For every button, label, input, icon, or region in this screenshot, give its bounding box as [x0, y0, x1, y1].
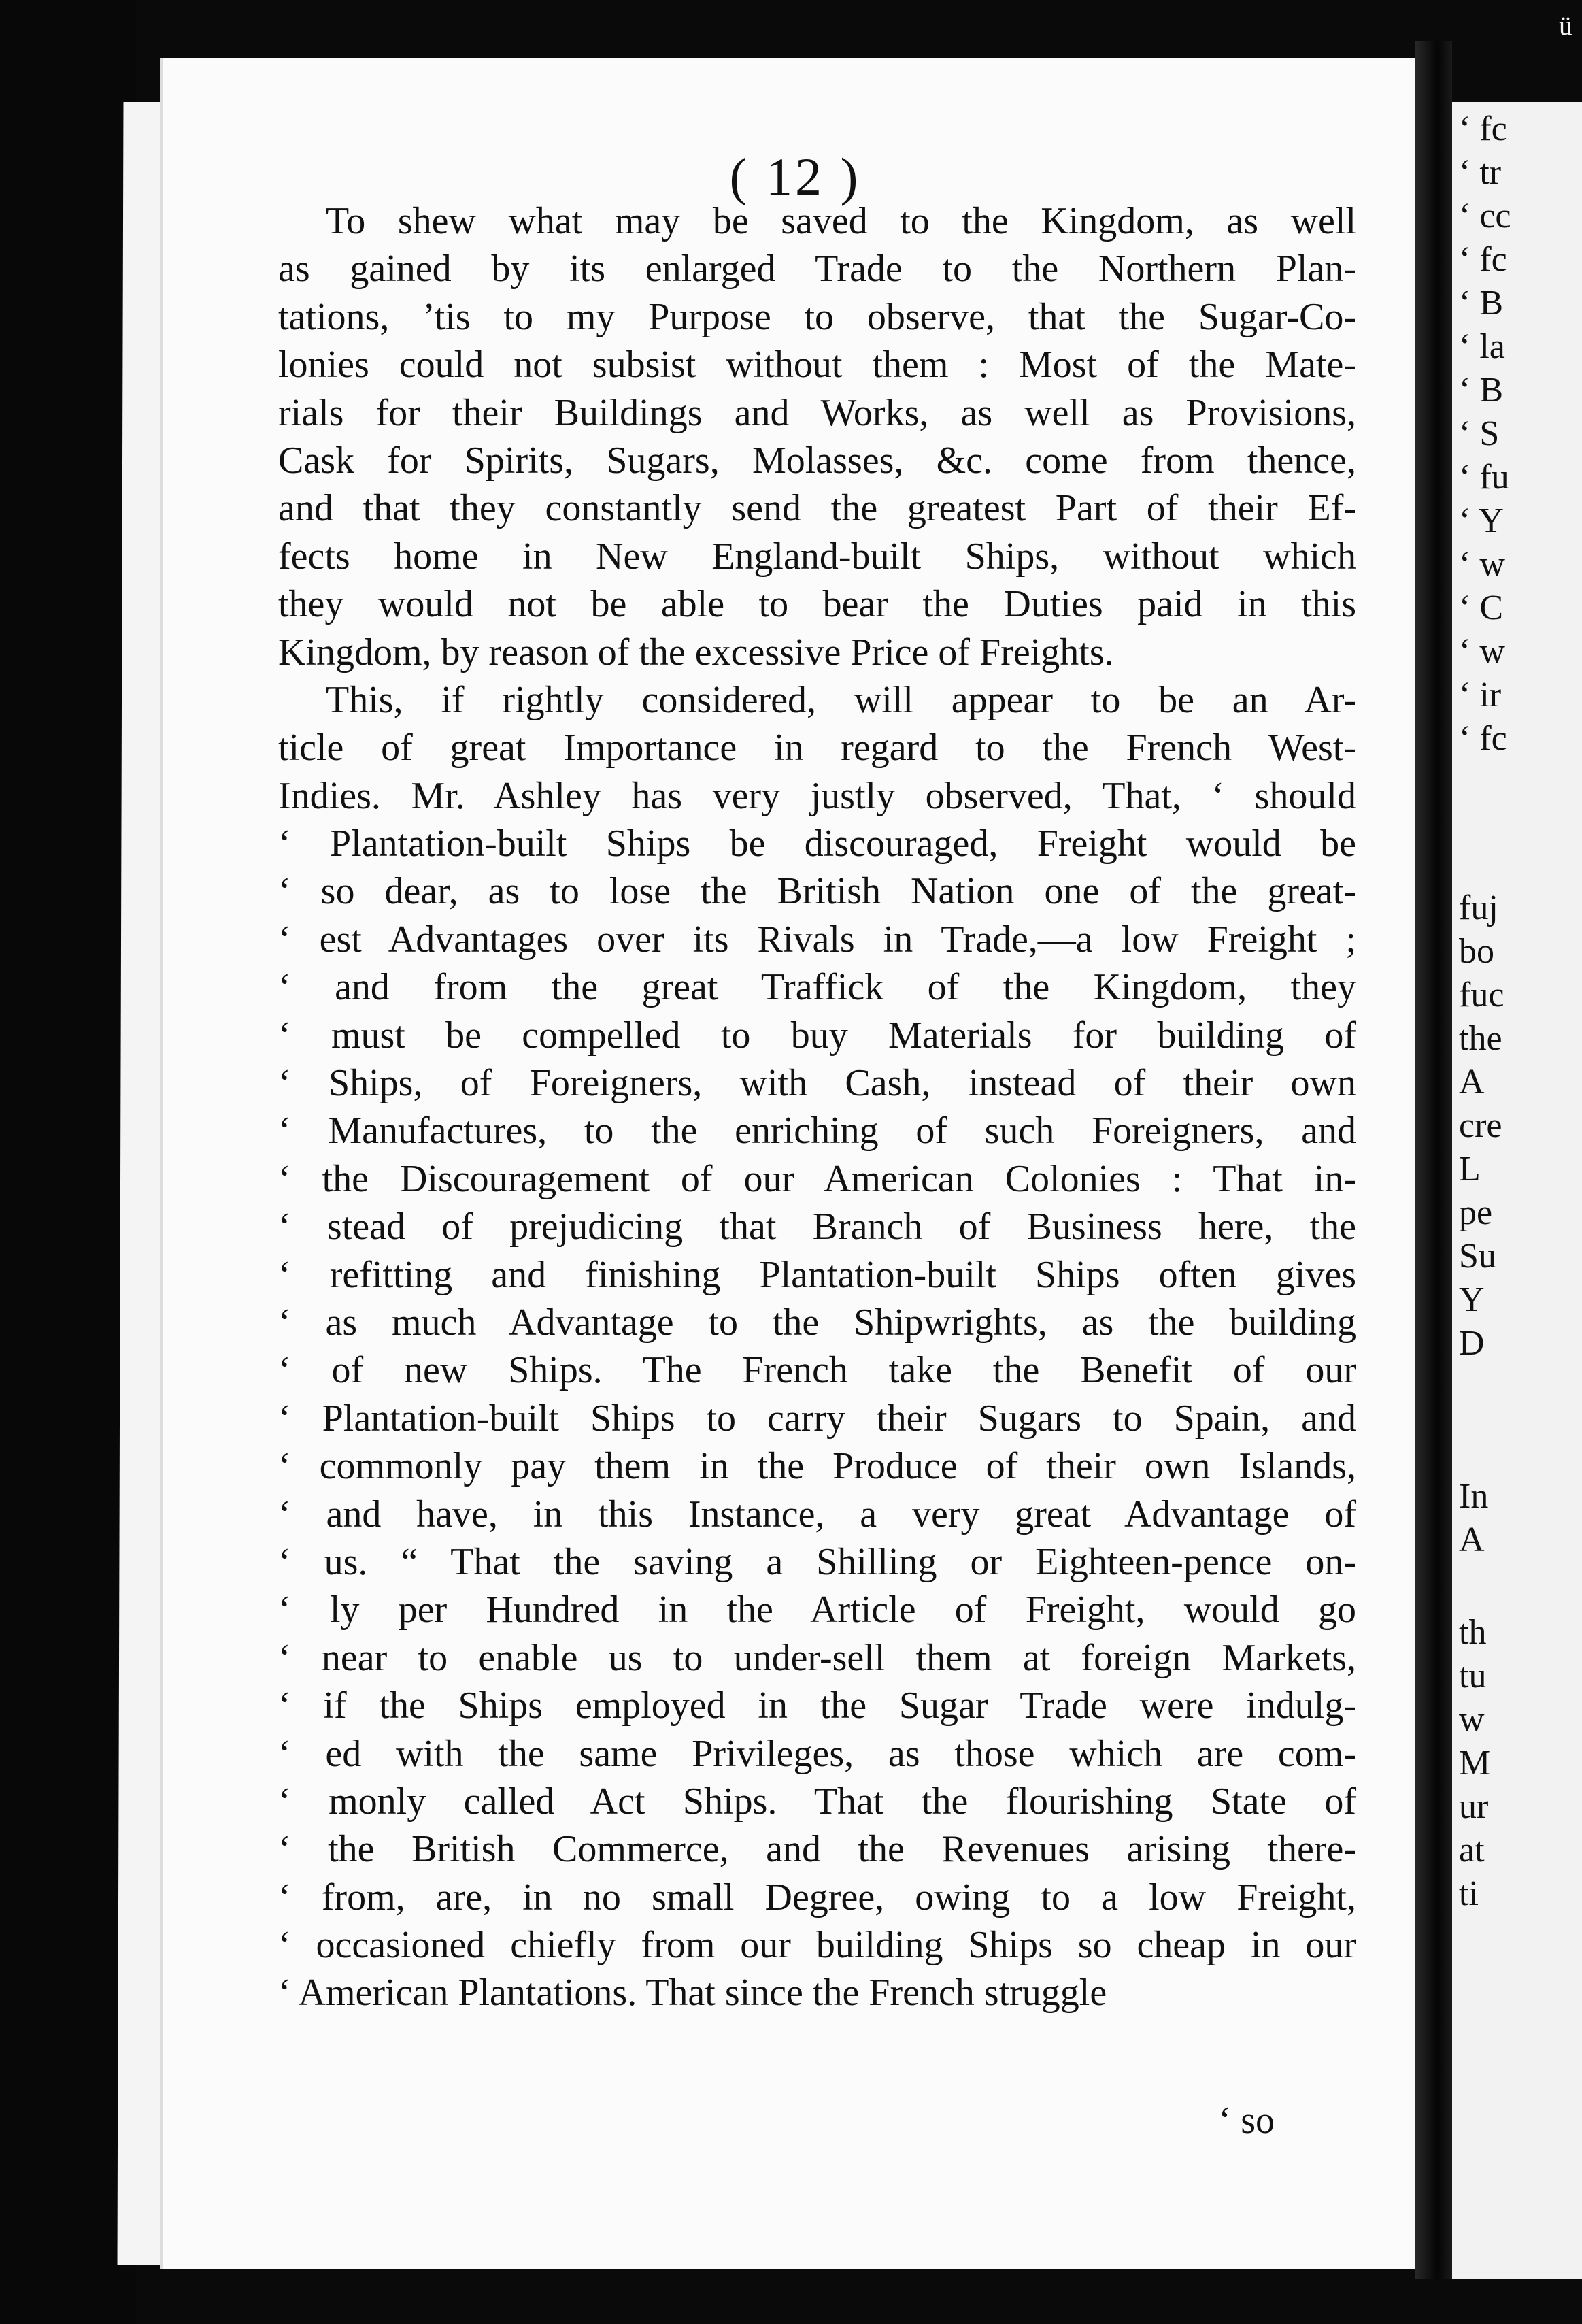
facing-page-text-fragment: cre [1459, 1106, 1502, 1145]
facing-page-text-fragment: ‘ ir [1459, 676, 1502, 714]
book-gutter [1415, 41, 1452, 2279]
text-line: ‘ the British Commerce, and the Revenues arising there- [278, 1828, 1356, 1871]
text-line: rials for their Buildings and Works, as well as Provisions, [278, 391, 1356, 434]
facing-page-text-fragment: ‘ fu [1459, 458, 1509, 497]
catchword: ‘ so [1218, 2099, 1275, 2142]
text-line: lonies could not subsist without them : Most of the Mate- [278, 344, 1356, 386]
text-line: as gained by its enlarged Trade to the Northern Plan- [278, 248, 1356, 290]
text-line: ‘ so dear, as to lose the British Nation one of the great- [278, 870, 1356, 913]
text-line: and that they constantly send the greatest Part of their Ef- [278, 487, 1356, 530]
facing-page-text-fragment: ‘ w [1459, 632, 1505, 671]
facing-page-text-fragment: w [1459, 1700, 1485, 1739]
facing-page-text-fragment: ‘ C [1459, 588, 1503, 627]
facing-page-text-fragment: ‘ la [1459, 327, 1505, 366]
text-line: ‘ as much Advantage to the Shipwrights, as the building [278, 1301, 1356, 1344]
text-line: ‘ monly called Act Ships. That the flourishing State of [278, 1780, 1356, 1823]
facing-page-text-fragment: In [1459, 1477, 1489, 1516]
facing-page-text-fragment: A [1459, 1063, 1485, 1101]
text-line: ‘ commonly pay them in the Produce of their own Islands, [278, 1445, 1356, 1488]
body-text [278, 197, 1356, 2017]
facing-page-text-fragment: ‘ S [1459, 414, 1500, 453]
facing-page-text-fragment: ‘ fc [1459, 110, 1507, 148]
facing-page-text-fragment: pe [1459, 1193, 1493, 1232]
text-line: ‘ Plantation-built Ships to carry their Sugars to Spain, and [278, 1397, 1356, 1440]
book-page [160, 58, 1428, 2269]
facing-page-text-fragment: the [1459, 1019, 1502, 1058]
facing-page-text-fragment: M [1459, 1744, 1491, 1782]
facing-page-text-fragment: tu [1459, 1657, 1487, 1695]
facing-page-text-fragment: ‘ tr [1459, 153, 1502, 192]
text-line: ‘ and have, in this Instance, a very great Advantage of [278, 1493, 1356, 1536]
text-line: ‘ American Plantations. That since the French struggle [278, 1972, 1107, 2014]
text-line: ‘ stead of prejudicing that Branch of Business here, the [278, 1206, 1356, 1248]
facing-page-text-fragment: A [1459, 1521, 1485, 1559]
corner-mark: ü [1559, 10, 1572, 41]
text-line: ‘ ed with the same Privileges, as those which are com- [278, 1732, 1356, 1775]
text-line: Kingdom, by reason of the excessive Price of Freights. [278, 631, 1114, 674]
text-line: ‘ Manufactures, to the enriching of such Foreigners, and [278, 1110, 1356, 1152]
facing-page-fragment [1452, 102, 1582, 2279]
text-line: ‘ us. “ That the saving a Shilling or Eighteen-pence on- [278, 1540, 1356, 1583]
text-line: ‘ near to enable us to under-sell them at foreign Markets, [278, 1636, 1356, 1679]
facing-page-text-fragment: ti [1459, 1874, 1479, 1913]
facing-page-text-fragment: ‘ B [1459, 371, 1503, 410]
text-line: Cask for Spirits, Sugars, Molasses, &c. come from thence, [278, 439, 1356, 482]
text-line: ‘ ly per Hundred in the Article of Freight, would go [278, 1589, 1356, 1631]
text-line: ‘ from, are, in no small Degree, owing to a low Freight, [278, 1876, 1356, 1919]
facing-page-text-fragment: fuj [1459, 889, 1498, 927]
facing-page-text-fragment: Su [1459, 1237, 1496, 1276]
text-line: they would not be able to bear the Duties paid in this [278, 583, 1356, 626]
text-line: ‘ Plantation-built Ships be discouraged, Freight would be [278, 823, 1356, 865]
text-line: tations, ’tis to my Purpose to observe, that the Sugar-Co- [278, 295, 1356, 338]
facing-page-text-fragment: ‘ B [1459, 284, 1503, 322]
text-line: ‘ of new Ships. The French take the Benefit of our [278, 1349, 1356, 1392]
facing-page-text-fragment: ‘ w [1459, 545, 1505, 584]
text-line: ‘ and from the great Traffick of the Kingdom, they [278, 966, 1356, 1009]
facing-page-text-fragment: th [1459, 1613, 1487, 1652]
text-line: ‘ refitting and finishing Plantation-built Ships often gives [278, 1253, 1356, 1296]
text-line: ‘ if the Ships employed in the Sugar Trade were indulg- [278, 1684, 1356, 1727]
text-line: ‘ must be compelled to buy Materials for building of [278, 1014, 1356, 1057]
text-line: ticle of great Importance in regard to the French West- [278, 727, 1356, 769]
facing-page-text-fragment: ‘ Y [1459, 501, 1504, 540]
facing-page-text-fragment: Y [1459, 1280, 1485, 1319]
text-line: ‘ est Advantages over its Rivals in Trade,—a low Freight ; [278, 918, 1356, 961]
text-line: To shew what may be saved to the Kingdom, as well [326, 200, 1356, 242]
page-number: ( 12 ) [729, 147, 861, 206]
text-line: ‘ the Discouragement of our American Colonies : That in- [278, 1157, 1356, 1200]
text-line: This, if rightly considered, will appear to be an Ar- [326, 678, 1356, 721]
facing-page-text-fragment: L [1459, 1150, 1481, 1189]
scan-background-left [0, 0, 136, 2324]
facing-page-text-fragment: ur [1459, 1787, 1489, 1826]
facing-page-text-fragment: ‘ cc [1459, 197, 1511, 235]
facing-page-text-fragment: ‘ fc [1459, 719, 1507, 758]
facing-page-text-fragment: ‘ fc [1459, 240, 1507, 279]
text-line: fects home in New England-built Ships, without which [278, 535, 1356, 578]
facing-page-text-fragment: bo [1459, 932, 1494, 971]
facing-page-text-fragment: D [1459, 1324, 1485, 1363]
text-line: ‘ Ships, of Foreigners, with Cash, instead of their own [278, 1062, 1356, 1105]
text-line: ‘ occasioned chiefly from our building Ships so cheap in our [278, 1924, 1356, 1967]
facing-page-text-fragment: at [1459, 1831, 1485, 1870]
text-line: Indies. Mr. Ashley has very justly observed, That, ‘ should [278, 774, 1356, 817]
facing-page-text-fragment: fuc [1459, 976, 1504, 1014]
